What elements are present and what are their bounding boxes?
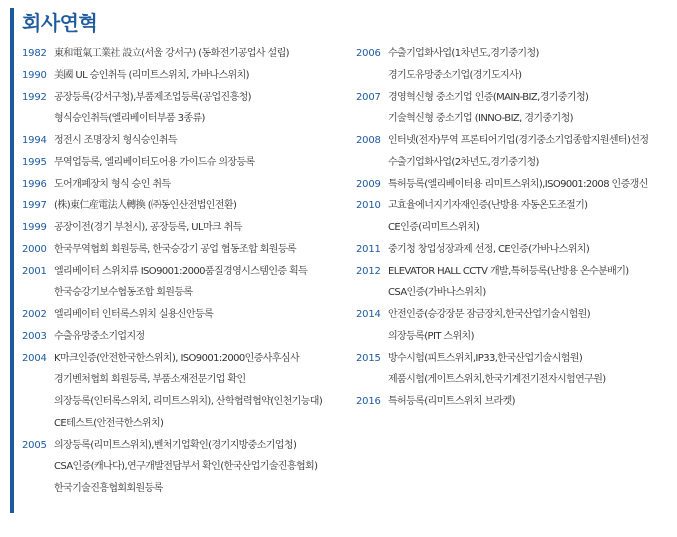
history-line (22, 152, 347, 174)
history-line (22, 413, 347, 435)
history-year: 2008 (356, 135, 381, 146)
history-entry (356, 239, 674, 261)
history-text: 수출기업화사업(1차년도,경기중기청) (388, 48, 539, 59)
history-line (22, 87, 347, 109)
history-line (22, 130, 347, 152)
history-year: 1999 (22, 222, 47, 233)
history-year: 2006 (356, 48, 381, 59)
history-entry (356, 174, 674, 196)
history-text: 도어개폐장치 형식 승인 취득 (54, 178, 171, 190)
history-line (22, 65, 347, 87)
history-entry (356, 391, 674, 413)
history-entry (22, 261, 347, 305)
history-line (356, 108, 674, 130)
history-text: 수출유망중소기업지정 (54, 330, 145, 342)
history-line (356, 369, 674, 391)
history-year: 2014 (356, 309, 381, 320)
history-line (22, 282, 347, 304)
history-text: 방수시험(피트스위치,IP33,한국산업기술시험원) (388, 352, 583, 364)
history-line (22, 369, 347, 391)
history-text: 경영혁신형 중소기업 인증(MAIN-BIZ,경기중기청) (388, 91, 589, 103)
history-line (356, 282, 674, 304)
history-line (22, 43, 347, 65)
history-year: 2002 (22, 309, 47, 320)
history-line (356, 217, 674, 239)
history-line (22, 108, 347, 130)
history-entry (356, 87, 674, 131)
history-entry (22, 130, 347, 152)
history-line (22, 239, 347, 261)
history-year: 2005 (22, 439, 47, 451)
history-text: 무역업등록, 엘리베이터도어용 가이드슈 의장등록 (54, 156, 255, 168)
history-line (22, 391, 347, 413)
history-line (356, 152, 674, 174)
history-entry (22, 217, 347, 239)
history-line (356, 391, 674, 413)
history-entry (22, 304, 347, 326)
history-entry (22, 174, 347, 196)
history-entry (356, 304, 674, 348)
history-entry (22, 435, 347, 500)
history-text: K마크인증(안전한국한스위치), ISO9001:2000인증사후심사 (54, 352, 300, 364)
history-year: 1997 (22, 200, 47, 212)
history-year: 2004 (22, 352, 47, 364)
history-text: 의장등록(리미트스위치),벤처기업확인(경기지방중소기업청) (54, 439, 297, 451)
history-text: 제품시험(게이트스위치,한국기계전기전자시험연구원) (388, 374, 606, 386)
history-line (356, 261, 674, 283)
history-line (356, 87, 674, 109)
history-year: 2011 (356, 243, 381, 255)
history-year: 2003 (22, 330, 47, 342)
history-text: CE테스트(안전극한스위치) (54, 417, 164, 429)
history-entry (22, 195, 347, 217)
history-text: CSA인증(가바나스위치) (388, 287, 486, 299)
history-year: 2007 (356, 91, 381, 103)
accent-bar (10, 8, 14, 513)
history-text: 안전인증(승강장문 잠금장치,한국산업기술시험원) (388, 309, 591, 320)
history-text: 경기벤처협회 회원등록, 부품소재전문기업 확인 (54, 374, 246, 386)
history-year: 2009 (356, 178, 381, 190)
history-entry (22, 65, 347, 87)
history-column-left (22, 43, 347, 500)
history-year: 2016 (356, 396, 381, 407)
history-line (356, 304, 674, 326)
history-year: 2015 (356, 352, 381, 364)
history-text: 특허등록(리미트스위치 브라켓) (388, 396, 515, 407)
history-line (22, 217, 347, 239)
history-text: CE인증(리미트스위치) (388, 222, 480, 233)
history-text: 중기청 창업성장과제 선정, CE인증(가바나스위치) (388, 243, 590, 255)
history-entry (356, 43, 674, 87)
history-text: 경기도유망중소기업(경기도지사) (388, 69, 522, 81)
history-text: 형식승인취득(엘리베이터부품 3종류) (54, 113, 205, 125)
history-text: 한국기술진흥협회회원등록 (54, 483, 163, 494)
history-year: 2001 (22, 265, 47, 277)
history-text: 인터넷(전자)무역 프론티어기업(경기중소기업종합지원센터)선정 (388, 135, 649, 146)
history-text: ELEVATOR HALL CCTV 개발,특허등록(난방용 온수분배기) (388, 265, 629, 277)
history-entry (356, 130, 674, 174)
history-year: 1995 (22, 156, 47, 168)
history-line (356, 326, 674, 348)
history-line (22, 348, 347, 370)
history-text: 한국무역협회 회원등록, 한국승강기 공업 협동조합 회원등록 (54, 243, 296, 255)
history-text: CSA인증(캐나다),연구개발전담부서 확인(한국산업기술진흥협회) (54, 461, 318, 473)
history-text: 수출기업화사업(2차년도,경기중기청) (388, 156, 539, 168)
history-line (22, 326, 347, 348)
history-text: 고효율에너지기자재인증(난방용 자동온도조절기) (388, 200, 588, 212)
history-line (22, 456, 347, 478)
history-entry (22, 239, 347, 261)
history-year: 1992 (22, 91, 47, 103)
history-line (22, 174, 347, 196)
history-text: 東和電氣工業社 設立(서울 강서구) (동화전기공업사 설립) (54, 48, 289, 59)
history-line (22, 261, 347, 283)
history-entry (22, 87, 347, 131)
history-text: 공장등록(강서구청),부품제조업등록(공업진흥청) (54, 91, 251, 103)
page-title: 회사연혁 (22, 11, 98, 35)
history-year: 2010 (356, 200, 381, 212)
history-year: 1982 (22, 48, 47, 59)
history-year: 2012 (356, 265, 381, 277)
history-entry (22, 43, 347, 65)
history-column-right (356, 43, 674, 413)
history-line (22, 195, 347, 217)
history-text: 美國 UL 승인취득 (리미트스위치, 가바나스위치) (54, 69, 249, 81)
history-text: 기술혁신형 중소기업 (INNO-BIZ, 경기중기청) (388, 113, 573, 125)
history-line (356, 65, 674, 87)
history-text: 특허등록(엘리베이터용 리미트스위치),ISO9001:2008 인증갱신 (388, 178, 648, 190)
history-text: 의장등록(PIT 스위치) (388, 330, 474, 342)
history-line (22, 304, 347, 326)
history-line (22, 435, 347, 457)
history-text: 한국승강기보수협동조합 회원등록 (54, 287, 193, 299)
history-text: 엘리베이터 스위치류 ISO9001:2000품질경영시스템인증 획득 (54, 265, 308, 277)
history-line (356, 43, 674, 65)
history-line (356, 174, 674, 196)
history-year: 1994 (22, 135, 47, 146)
history-year: 1996 (22, 178, 47, 190)
history-text: 의장등록(인터록스위치, 리미트스위치), 산학협력협약(인천기능대) (54, 396, 323, 407)
history-text: 공장이전(경기 부천시), 공장등록, UL마크 취득 (54, 222, 242, 233)
history-year: 2000 (22, 243, 47, 255)
history-line (22, 478, 347, 500)
history-entry (356, 348, 674, 392)
history-entry (22, 348, 347, 435)
history-entry (356, 195, 674, 239)
history-entry (22, 152, 347, 174)
history-year: 1990 (22, 69, 47, 81)
history-line (356, 239, 674, 261)
history-entry (22, 326, 347, 348)
history-text: (株)東仁産電法人轉換 (㈜동인산전법인전환) (54, 200, 237, 212)
history-line (356, 348, 674, 370)
history-line (356, 130, 674, 152)
history-text: 엘리베이터 인터록스위치 실용신안등록 (54, 309, 214, 320)
history-entry (356, 261, 674, 305)
history-text: 정전시 조명장치 형식승인취득 (54, 135, 177, 146)
history-line (356, 195, 674, 217)
